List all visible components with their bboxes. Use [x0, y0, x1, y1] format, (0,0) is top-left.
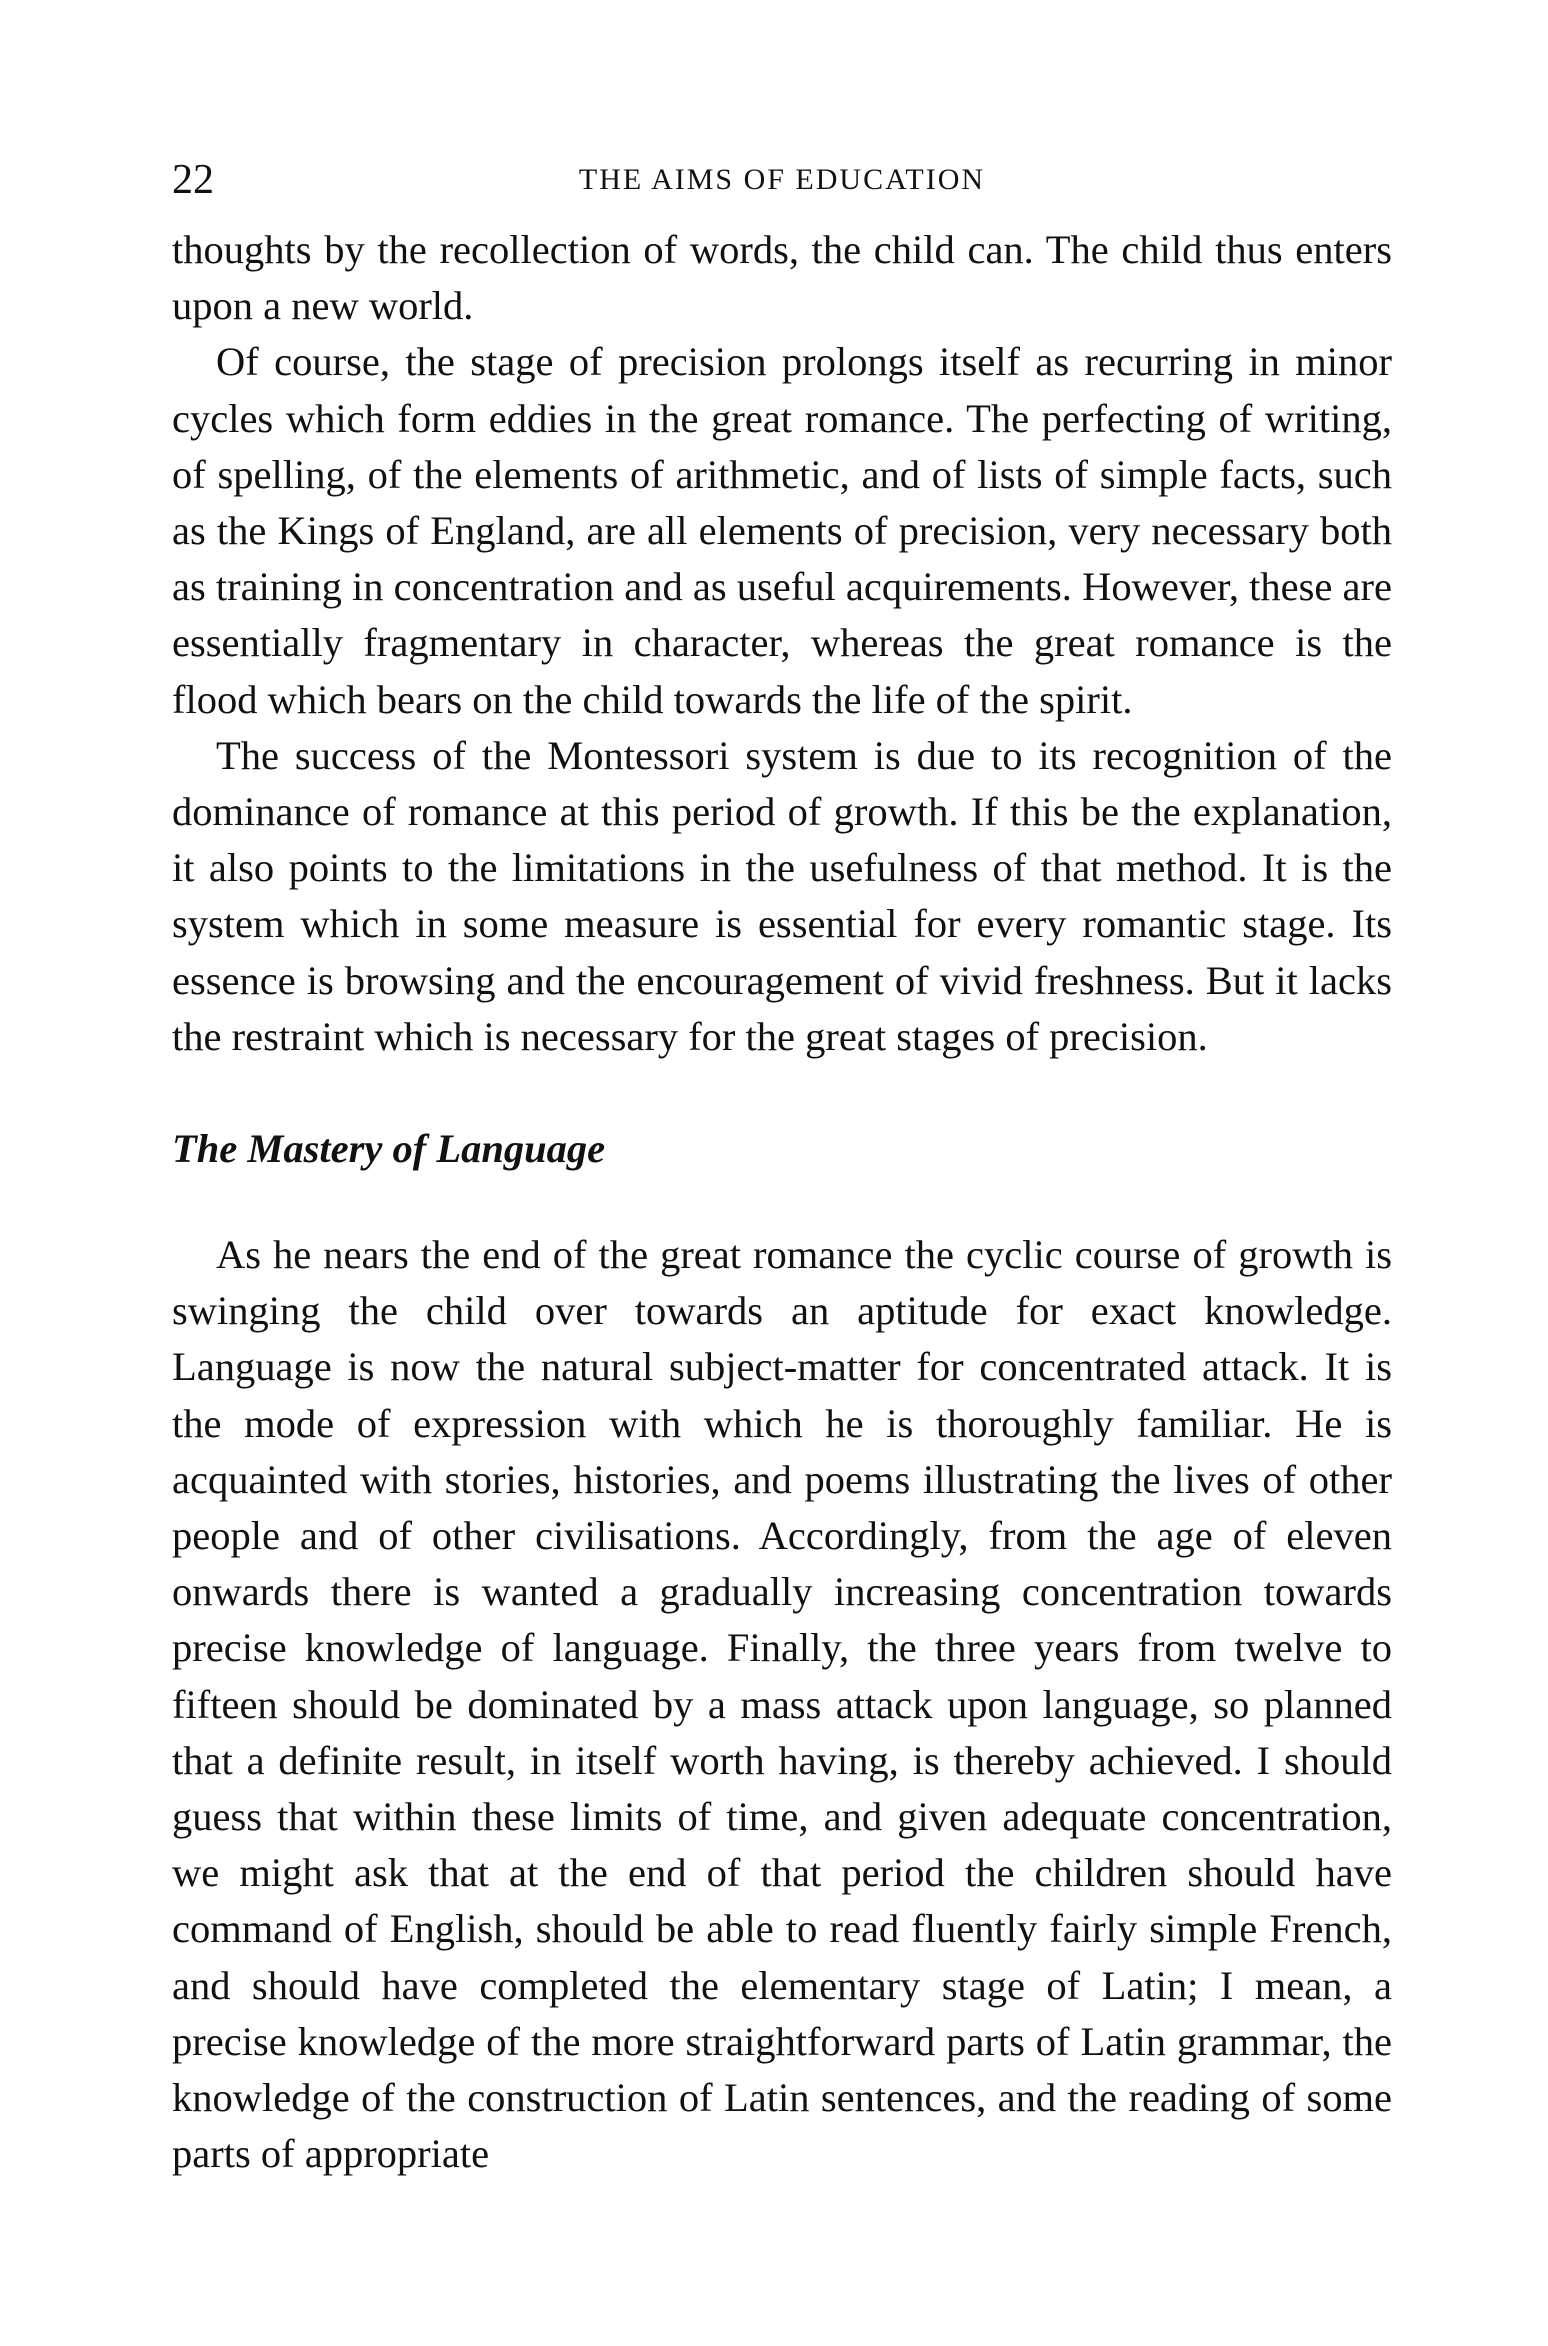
paragraph-continuation: thoughts by the recollection of words, the child can. The child thus enters upon a new world. [172, 227, 1392, 329]
running-title: THE AIMS OF EDUCATION [578, 163, 986, 196]
running-head [172, 150, 1392, 210]
paragraph-precision-cycles: Of course, the stage of precision prolongs itself as recurring in minor cycles which form eddies in the great romance. The perfecting of writing, of spelling, of the elements of arithmetic, and of lists of simple facts, such as the Kings of England, are all elements of precision, very necessary both as training in concentration and as useful acquirements. However, these are essentially fragmentary in character, whereas the great romance is the flood which bears on the child towards the life of the spirit. [172, 339, 1392, 722]
body-text [172, 222, 1392, 2183]
paragraph-montessori: The success of the Montessori system is due to its recognition of the dominance of romance at this period of growth. If this be the explanation, it also points to the limitations in the usefulness of that method. It is the system which in some measure is essential for every romantic stage. Its essence is browsing and the encouragement of vivid freshness. But it lacks the restraint which is necessary for the great stages of precision. [172, 732, 1392, 1059]
page-number: 22 [172, 157, 214, 203]
paragraph-mastery-of-language: As he nears the end of the great romance the cyclic course of growth is swinging the child over towards an aptitude for exact knowledge. Language is now the natural subject-matter for concentrated attack. It is the mode of expression with which he is thoroughly familiar. He is acquainted with stories, histories, and poems illustrating the lives of other people and of other civilisations. Accordingly, from the age of eleven onwards there is wanted a gradually increasing concentration towards precise knowledge of language. Finally, the three years from twelve to fifteen should be dominated by a mass attack upon language, so planned that a definite result, in itself worth having, is thereby achieved. I should guess that within these limits of time, and given adequate concentration, we might ask that at the end of that period the children should have command of English, should be able to read fluently fairly simple French, and should have completed the elementary stage of Latin; I mean, a precise knowledge of the more straightforward parts of Latin grammar, the knowledge of the construction of Latin sentences, and the reading of some parts of appropriate [172, 1232, 1392, 2177]
section-heading: The Mastery of Language [172, 1126, 606, 1172]
